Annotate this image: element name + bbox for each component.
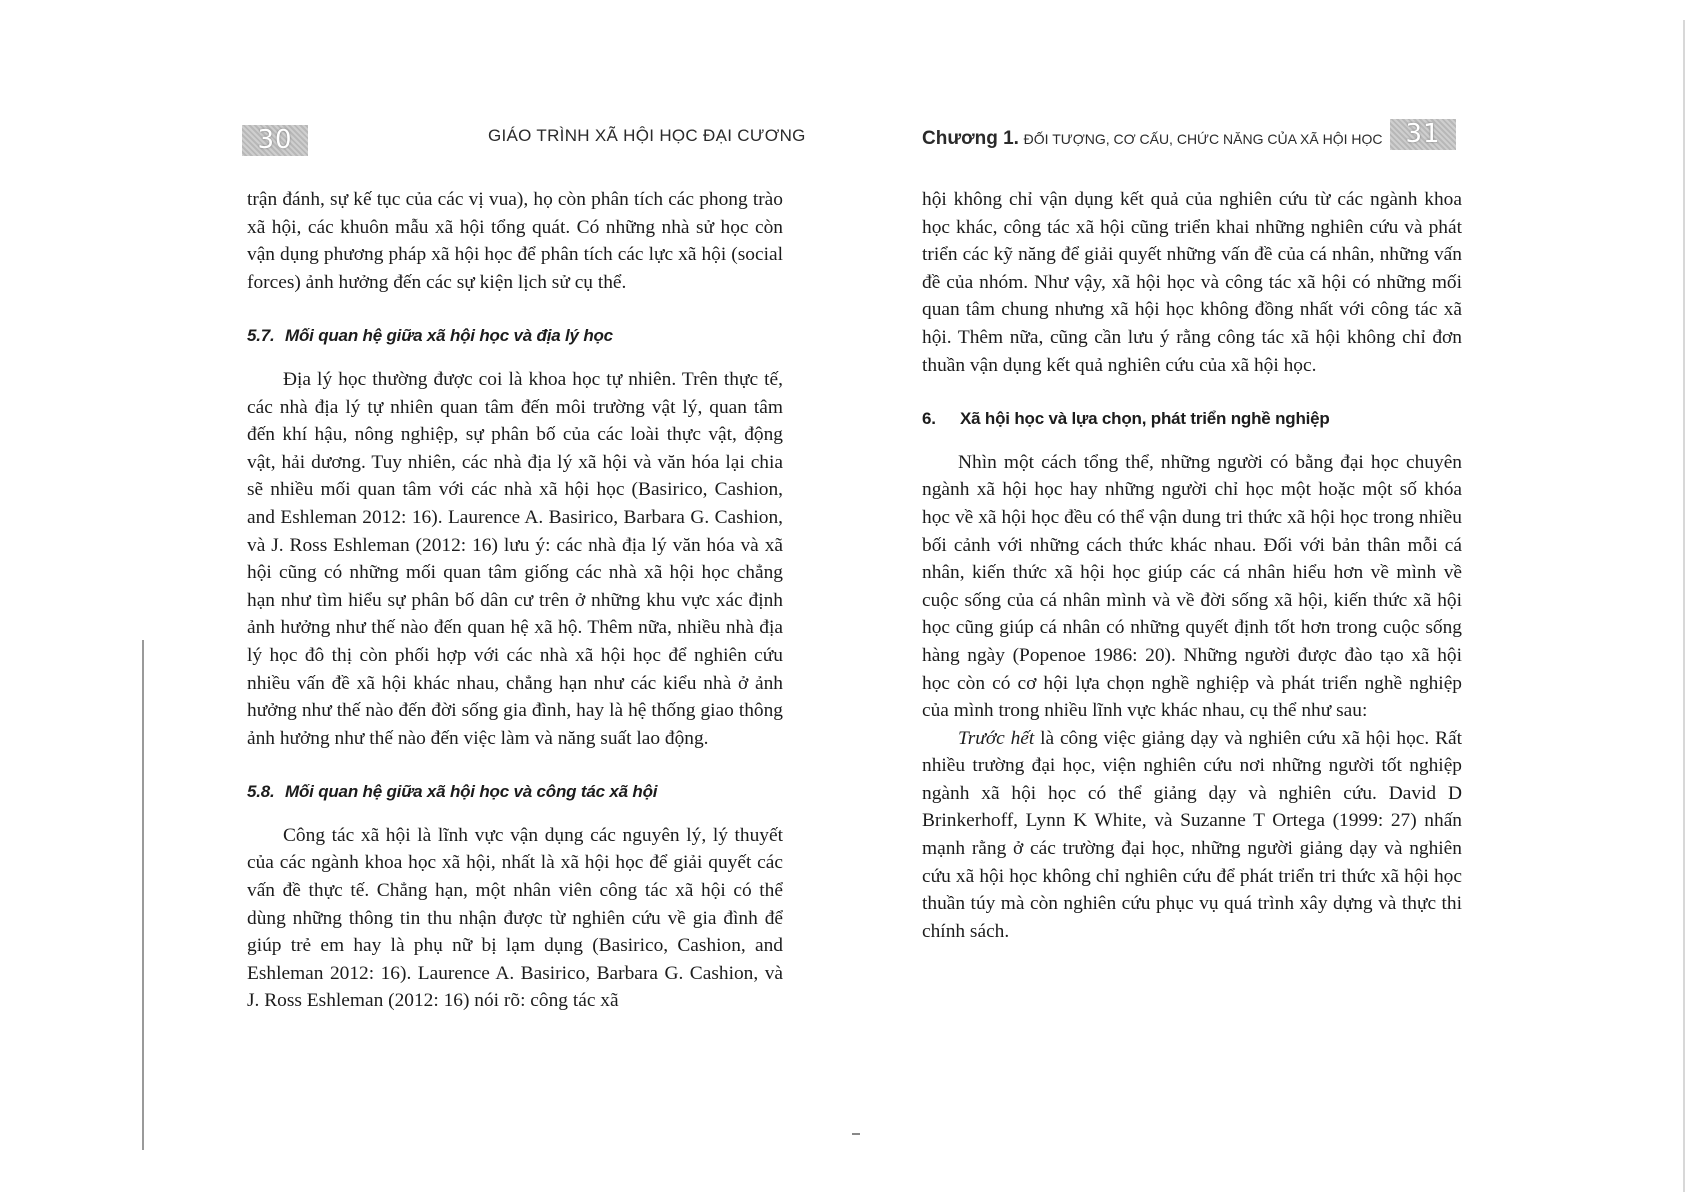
chapter-title: ĐỐI TƯỢNG, CƠ CẤU, CHỨC NĂNG CỦA XÃ HỘI HỌC [1023, 131, 1383, 147]
left-page [0, 0, 842, 1192]
paragraph: Nhìn một cách tổng thể, những người có bằng đại học chuyên ngành xã hội học hay những người chỉ học một hoặc một số khóa học về xã hội học đều có thể vận dung tri thức xã hội học trong nhiều bối cảnh với những cách thức khác nhau. Đối với bản thân mỗi cá nhân, kiến thức xã hội học giúp các cá nhân hiểu hơn về mình về cuộc sống của cá nhân mình và về đời sống xã hội, kiến thức xã hội học cũng giúp cá nhân có những quyết định tốt hơn trong cuộc sống hàng ngày (Popenoe 1986: 20). Những người được đào tạo xã hội học còn có cơ hội lựa chọn nghề nghiệp và phát triển nghề nghiệp của mình trong nhiều lĩnh vực khác nhau, cụ thể như sau: [922, 451, 1462, 722]
running-head-right [922, 128, 1382, 150]
section-heading-5-7 [247, 322, 783, 350]
emphasis-lead: Trước hết [958, 727, 1035, 749]
section-number: 5.8. [247, 782, 275, 802]
section-number: 5.7. [247, 326, 275, 346]
paragraph-rest: là công việc giảng dạy và nghiên cứu xã hội học. Rất nhiều trường đại học, viện nghiên cứu nơi những người tốt nghiệp ngành xã hội học có thể giảng dạy và nghiên cứu. David D Brinkerhoff, Lynn K White, và Suzanne T Ortega (1999: 27) nhấn mạnh rằng ở các trường đại học, những người giảng dạy và nghiên cứu xã hội học không chỉ nghiên cứu để phát triển tri thức xã hội học thuần túy mà còn nghiên cứu phục vụ quá trình xây dựng và thực thi chính sách. [922, 727, 1462, 942]
paragraph: Công tác xã hội là lĩnh vực vận dụng các nguyên lý, lý thuyết của các ngành khoa học xã hội, nhất là xã hội học để giải quyết các vấn đề thực tế. Chẳng hạn, một nhân viên công tác xã hội có thể dùng những thông tin thu nhận được từ nghiên cứu về gia đình để giúp trẻ em hay là phụ nữ bị lạm dụng (Basirico, Cashion, and Eshleman 2012: 16). Laurence A. Basirico, Barbara G. Cashion, và J. Ross Eshleman (2012: 16) nói rõ: công tác xã [247, 824, 783, 1012]
section-title: Mối quan hệ giữa xã hội học và công tác xã hội [285, 782, 658, 802]
chapter-label: Chương 1. [922, 128, 1019, 149]
section-heading-5-8 [247, 778, 783, 806]
paragraph: trận đánh, sự kế tục của các vị vua), họ còn phân tích các phong trào xã hội, các khuôn mẫu xã hội tổng quát. Có những nhà sử học còn vận dụng phương pháp xã hội học để phân tích các lực xã hội (social forces) ảnh hưởng đến các sự kiện lịch sử cụ thể. [247, 189, 783, 293]
paragraph: hội không chỉ vận dụng kết quả của nghiên cứu từ các ngành khoa học khác, công tác xã hội cũng triển khai những nghiên cứu và phát triển các kỹ năng để giải quyết những vấn đề của cá nhân, những vấn đề của nhóm. Như vậy, xã hội học và công tác xã hội có những mối quan tâm chung nhưng xã hội học không đồng nhất với công tác xã hội. Thêm nữa, cũng cần lưu ý rằng công tác xã hội không chỉ đơn thuần vận dụng kết quả nghiên cứu của xã hội học. [922, 189, 1462, 376]
left-page-body [247, 186, 783, 1015]
section-title: Xã hội học và lựa chọn, phát triển nghề nghiệp [960, 409, 1330, 429]
paragraph [922, 725, 1462, 946]
running-head-left: GIÁO TRÌNH XÃ HỘI HỌC ĐẠI CƯƠNG [488, 126, 806, 145]
section-number: 6. [922, 409, 936, 429]
page-number-right: 31 [1390, 119, 1456, 150]
right-page [842, 0, 1685, 1192]
section-heading-6 [922, 405, 1462, 433]
right-page-body [922, 186, 1462, 945]
page-number-left: 30 [242, 125, 308, 156]
section-title: Mối quan hệ giữa xã hội học và địa lý học [285, 326, 613, 346]
paragraph: Địa lý học thường được coi là khoa học tự nhiên. Trên thực tế, các nhà địa lý tự nhiên quan tâm đến môi trường vật lý, quan tâm đến khí hậu, nông nghiệp, sự phân bố của các loài thực vật, động vật, hải dương. Tuy nhiên, các nhà địa lý xã hội và văn hóa lại chia sẽ nhiều mối quan tâm với các nhà xã hội học (Basirico, Cashion, and Eshleman 2012: 16). Laurence A. Basirico, Barbara G. Cashion, và J. Ross Eshleman (2012: 16) lưu ý: các nhà địa lý văn hóa và xã hội cũng có những mối quan tâm giống các nhà xã hội học chẳng hạn như tìm hiểu sự phân bố dân cư trên ở những khu vực xác định ảnh hưởng như thế nào đến quan hệ xã hộ. Thêm nữa, nhiều nhà địa lý học đô thị còn phối hợp với các nhà xã hội học để nghiên cứu nhiều vấn đề xã hội khác nhau, chẳng hạn như các kiểu nhà ở ảnh hưởng như thế nào đến đời sống gia đình, hay là hệ thống giao thông ảnh hưởng như thế nào đến việc làm và năng suất lao động. [247, 368, 783, 749]
